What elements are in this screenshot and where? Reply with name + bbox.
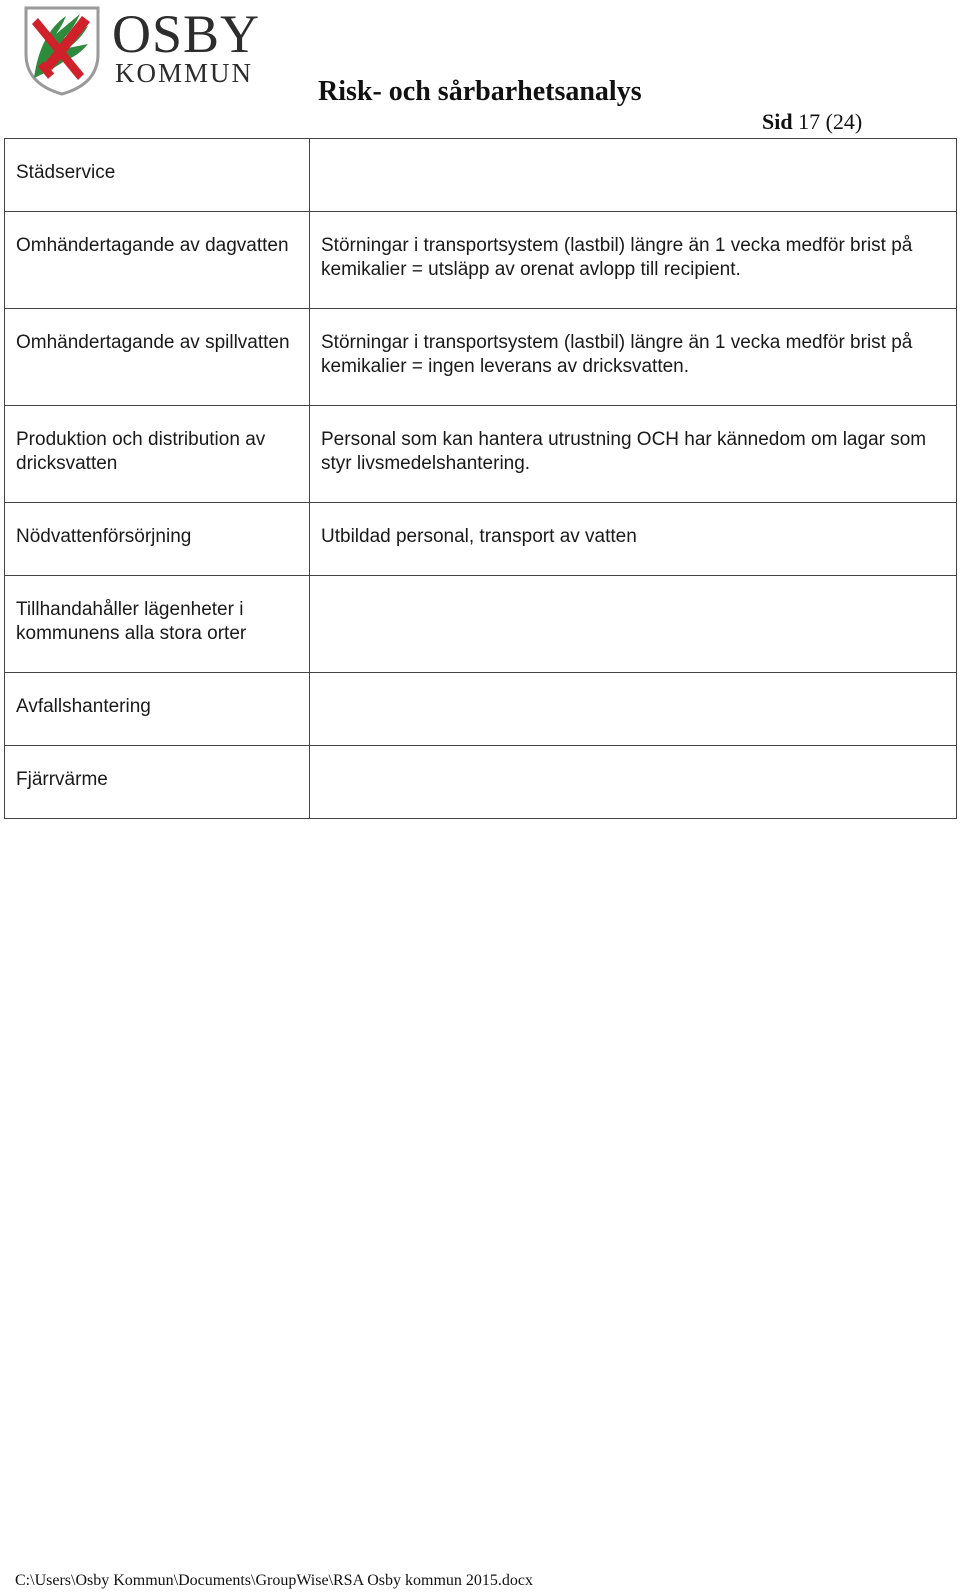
service-cell: Omhändertagande av dagvatten	[5, 212, 310, 309]
coat-of-arms-icon	[22, 4, 102, 96]
table-row	[5, 746, 957, 819]
service-cell: Produktion och distribution av dricksvatten	[5, 406, 310, 503]
osby-kommun-logo	[22, 4, 262, 98]
description-cell	[310, 673, 957, 746]
document-title: Risk- och sårbarhetsanalys	[318, 76, 642, 107]
description-cell: Personal som kan hantera utrustning OCH har kännedom om lagar som styr livsmedelshantering.	[310, 406, 957, 503]
service-cell: Nödvattenförsörjning	[5, 503, 310, 576]
service-cell: Tillhandahåller lägenheter i kommunens alla stora orter	[5, 576, 310, 673]
file-path-footer: C:\Users\Osby Kommun\Documents\GroupWise\RSA Osby kommun 2015.docx	[15, 1572, 534, 1589]
table-row	[5, 673, 957, 746]
logo-wordmark-osby: OSBY	[112, 4, 261, 64]
service-cell: Städservice	[5, 139, 310, 212]
table-row	[5, 309, 957, 406]
table-row	[5, 406, 957, 503]
service-cell: Omhändertagande av spillvatten	[5, 309, 310, 406]
page-label: Sid	[762, 109, 793, 134]
table-row	[5, 139, 957, 212]
table-row	[5, 503, 957, 576]
description-cell	[310, 746, 957, 819]
table-row	[5, 576, 957, 673]
service-cell: Avfallshantering	[5, 673, 310, 746]
description-cell: Störningar i transportsystem (lastbil) längre än 1 vecka medför brist på kemikalier = utsläpp av orenat avlopp till recipient.	[310, 212, 957, 309]
table-row	[5, 212, 957, 309]
description-cell	[310, 576, 957, 673]
description-cell: Störningar i transportsystem (lastbil) längre än 1 vecka medför brist på kemikalier = ingen leverans av dricksvatten.	[310, 309, 957, 406]
description-cell: Utbildad personal, transport av vatten	[310, 503, 957, 576]
description-cell	[310, 139, 957, 212]
services-table	[4, 138, 957, 819]
page-count: 17 (24)	[798, 109, 863, 134]
service-cell: Fjärrvärme	[5, 746, 310, 819]
page-number	[762, 107, 862, 137]
logo-wordmark-kommun: KOMMUN	[115, 58, 254, 88]
